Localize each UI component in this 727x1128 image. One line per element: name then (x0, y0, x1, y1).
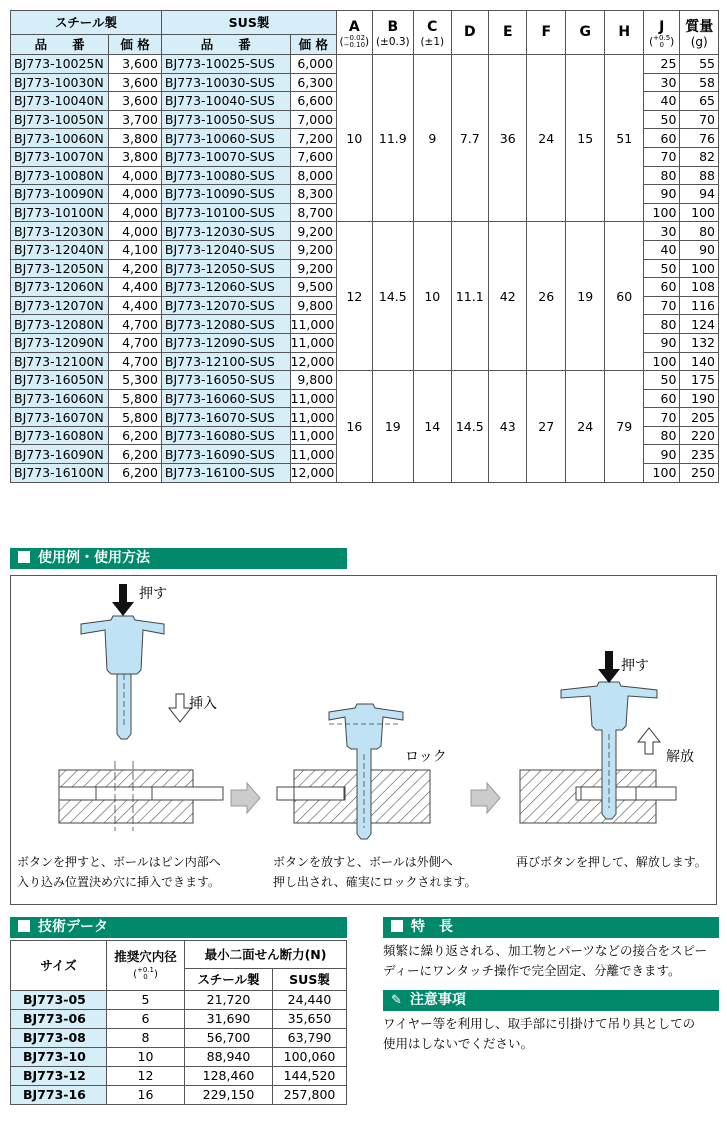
j-value: 70 (643, 296, 679, 315)
dim-value: 14.5 (451, 371, 488, 483)
tech-hole: 16 (107, 1086, 185, 1105)
steel-price: 3,700 (109, 110, 162, 129)
j-value: 30 (643, 73, 679, 92)
steel-part-no: BJ773-16070N (11, 408, 109, 427)
sus-price: 12,000 (290, 464, 337, 483)
weight-value: 70 (680, 110, 719, 129)
spec-table-body (11, 55, 719, 483)
weight-value: 65 (680, 92, 719, 111)
weight-value: 100 (680, 203, 719, 222)
tech-sus-shear: 144,520 (273, 1067, 347, 1086)
steel-price: 4,700 (109, 315, 162, 334)
tech-sus-shear: 35,650 (273, 1010, 347, 1029)
sus-price: 11,000 (290, 315, 337, 334)
sus-price: 8,700 (290, 203, 337, 222)
dim-value: 19 (565, 222, 605, 371)
steel-part-no: BJ773-12030N (11, 222, 109, 241)
sus-part-no: BJ773-10030-SUS (161, 73, 290, 92)
dim-d-header: D (451, 11, 488, 55)
steel-part-no: BJ773-12080N (11, 315, 109, 334)
tech-hole: 12 (107, 1067, 185, 1086)
steel-price: 3,600 (109, 55, 162, 74)
steel-part-no: BJ773-10090N (11, 185, 109, 204)
tech-row (11, 1067, 347, 1086)
step3-workpiece (520, 770, 676, 823)
dim-value: 11.9 (372, 55, 414, 222)
tech-sus-header: SUS製 (273, 969, 347, 991)
sus-price: 9,800 (290, 371, 337, 390)
sus-part-no: BJ773-10100-SUS (161, 203, 290, 222)
sus-price: 9,800 (290, 296, 337, 315)
sus-price: 12,000 (290, 352, 337, 371)
dim-value: 42 (489, 222, 527, 371)
j-value: 40 (643, 240, 679, 259)
tech-row (11, 1010, 347, 1029)
sus-part-no: BJ773-10025-SUS (161, 55, 290, 74)
steel-part-no: BJ773-10030N (11, 73, 109, 92)
steel-part-no: BJ773-12050N (11, 259, 109, 278)
sus-part-no: BJ773-12040-SUS (161, 240, 290, 259)
arrow-right-icon (231, 783, 260, 813)
j-value: 70 (643, 147, 679, 166)
weight-value: 108 (680, 278, 719, 297)
tech-hole: 5 (107, 991, 185, 1010)
j-value: 100 (643, 352, 679, 371)
tech-section-bar (10, 917, 347, 938)
steel-price: 6,200 (109, 426, 162, 445)
j-value: 40 (643, 92, 679, 111)
tech-steel-shear: 229,150 (185, 1086, 273, 1105)
step3-caption: 再びボタンを押して、解放します。 (516, 855, 707, 869)
usage-title: 使用例・使用方法 (38, 550, 150, 566)
weight-value: 55 (680, 55, 719, 74)
step1-caption-line2: 入り込み位置決め穴に挿入できます。 (17, 875, 221, 889)
tech-steel-header: スチール製 (185, 969, 273, 991)
spec-row (11, 222, 719, 241)
steel-price: 4,400 (109, 296, 162, 315)
step2-caption-line1: ボタンを放すと、ボールは外側へ (273, 855, 453, 869)
weight-value: 250 (680, 464, 719, 483)
section-square-icon (18, 551, 30, 563)
dim-value: 19 (372, 371, 414, 483)
j-value: 100 (643, 464, 679, 483)
sus-price: 8,300 (290, 185, 337, 204)
tech-hole: 10 (107, 1048, 185, 1067)
tech-steel-shear: 21,720 (185, 991, 273, 1010)
steel-price: 3,800 (109, 147, 162, 166)
j-value: 90 (643, 185, 679, 204)
weight-value: 235 (680, 445, 719, 464)
insert-arrow-icon (169, 694, 191, 722)
j-value: 100 (643, 203, 679, 222)
dim-value: 51 (605, 55, 643, 222)
steel-part-no: BJ773-10050N (11, 110, 109, 129)
j-value: 60 (643, 129, 679, 148)
arrow-right-icon-2 (471, 783, 500, 813)
j-value: 60 (643, 389, 679, 408)
dim-value: 14.5 (372, 222, 414, 371)
sus-part-no: BJ773-10060-SUS (161, 129, 290, 148)
tech-row (11, 991, 347, 1010)
sus-part-no: BJ773-16100-SUS (161, 464, 290, 483)
sus-part-no: BJ773-10090-SUS (161, 185, 290, 204)
features-line1: 頻繁に繰り返される、加工物とパーツなどの接合をスピー (383, 943, 708, 958)
caution-line1: ワイヤー等を利用し、取手部に引掛けて吊り具としての (383, 1016, 696, 1031)
weight-value: 220 (680, 426, 719, 445)
sus-price: 8,000 (290, 166, 337, 185)
steel-part-no: BJ773-16090N (11, 445, 109, 464)
sus-part-no: BJ773-16050-SUS (161, 371, 290, 390)
dim-value: 16 (337, 371, 372, 483)
dim-value: 11.1 (451, 222, 488, 371)
dim-value: 9 (414, 55, 451, 222)
steel-price: 4,100 (109, 240, 162, 259)
step1-pin-icon (81, 616, 164, 739)
tech-sus-shear: 257,800 (273, 1086, 347, 1105)
features-title: 特 長 (411, 919, 453, 935)
sus-price: 7,200 (290, 129, 337, 148)
caution-pencil-icon: ✎ (391, 993, 402, 1008)
weight-value: 88 (680, 166, 719, 185)
step1-push-arrow-icon (112, 584, 134, 616)
sus-part-no: BJ773-12070-SUS (161, 296, 290, 315)
steel-part-no: BJ773-12060N (11, 278, 109, 297)
lock-label: ロック (405, 749, 447, 765)
spec-table (10, 10, 719, 483)
sus-price: 11,000 (290, 408, 337, 427)
insert-label: 挿入 (189, 696, 217, 712)
dim-b-header: B (±0.3) (372, 11, 414, 55)
weight-value: 124 (680, 315, 719, 334)
steel-price: 4,400 (109, 278, 162, 297)
push-label: 押す (139, 586, 167, 602)
tech-size: BJ773-10 (11, 1048, 107, 1067)
j-value: 50 (643, 371, 679, 390)
weight-value: 82 (680, 147, 719, 166)
tech-size: BJ773-16 (11, 1086, 107, 1105)
steel-price: 4,000 (109, 203, 162, 222)
tech-size: BJ773-05 (11, 991, 107, 1010)
tech-steel-shear: 56,700 (185, 1029, 273, 1048)
sus-price: 9,500 (290, 278, 337, 297)
tech-row (11, 1086, 347, 1105)
step1-workpiece (59, 761, 223, 831)
dim-value: 79 (605, 371, 643, 483)
sus-part-no: BJ773-10040-SUS (161, 92, 290, 111)
weight-value: 132 (680, 333, 719, 352)
steel-price: 4,200 (109, 259, 162, 278)
weight-value: 116 (680, 296, 719, 315)
step3-push-arrow-icon (598, 651, 620, 683)
sus-part-no: BJ773-12050-SUS (161, 259, 290, 278)
steel-price: 5,800 (109, 408, 162, 427)
steel-price: 4,700 (109, 333, 162, 352)
weight-value: 205 (680, 408, 719, 427)
tech-steel-shear: 128,460 (185, 1067, 273, 1086)
tech-title: 技術データ (38, 919, 108, 935)
caution-line2: 使用はしないでください。 (383, 1036, 534, 1051)
sus-price: 7,000 (290, 110, 337, 129)
steel-price: 5,300 (109, 371, 162, 390)
sus-part-no: BJ773-12090-SUS (161, 333, 290, 352)
tech-sus-shear: 100,060 (273, 1048, 347, 1067)
steel-part-no: BJ773-16050N (11, 371, 109, 390)
tech-table-body (11, 991, 347, 1105)
dim-value: 26 (527, 222, 565, 371)
steel-part-no: BJ773-10060N (11, 129, 109, 148)
sus-price: 6,300 (290, 73, 337, 92)
j-value: 80 (643, 315, 679, 334)
dim-value: 24 (527, 55, 565, 222)
step2-caption-line2: 押し出され、確実にロックされます。 (273, 875, 477, 889)
j-value: 50 (643, 110, 679, 129)
tech-size-header: サイズ (11, 941, 107, 991)
dim-value: 15 (565, 55, 605, 222)
steel-part-no: BJ773-12070N (11, 296, 109, 315)
steel-part-no: BJ773-10025N (11, 55, 109, 74)
sus-part-no: BJ773-12100-SUS (161, 352, 290, 371)
dim-value: 10 (414, 222, 451, 371)
weight-header: 質量 (g) (680, 11, 719, 55)
tech-row (11, 1029, 347, 1048)
spec-row (11, 371, 719, 390)
tech-size: BJ773-06 (11, 1010, 107, 1029)
spec-row (11, 55, 719, 74)
steel-part-no: BJ773-16080N (11, 426, 109, 445)
dim-value: 7.7 (451, 55, 488, 222)
j-value: 30 (643, 222, 679, 241)
dim-value: 14 (414, 371, 451, 483)
weight-value: 190 (680, 389, 719, 408)
j-value: 60 (643, 278, 679, 297)
sus-part-no: BJ773-10050-SUS (161, 110, 290, 129)
usage-section-bar (10, 548, 347, 569)
sus-price-header: 価 格 (290, 35, 337, 55)
steel-header: スチール製 (11, 11, 162, 35)
j-value: 80 (643, 426, 679, 445)
features-section-bar (383, 917, 719, 938)
tech-steel-shear: 31,690 (185, 1010, 273, 1029)
tech-table (10, 940, 347, 1105)
steel-part-no: BJ773-16100N (11, 464, 109, 483)
tech-size: BJ773-12 (11, 1067, 107, 1086)
dim-value: 10 (337, 55, 372, 222)
features-text (383, 941, 719, 981)
steel-part-no: BJ773-10070N (11, 147, 109, 166)
section-square-icon-2 (18, 920, 30, 932)
steel-price: 6,200 (109, 464, 162, 483)
tech-shear-header: 最小二面せん断力(N) (185, 941, 347, 969)
push-label-2: 押す (621, 658, 649, 674)
steel-price: 3,600 (109, 92, 162, 111)
steel-part-no-header: 品 番 (11, 35, 109, 55)
tech-steel-shear: 88,940 (185, 1048, 273, 1067)
j-value: 90 (643, 333, 679, 352)
dim-value: 36 (489, 55, 527, 222)
weight-value: 140 (680, 352, 719, 371)
sus-part-no: BJ773-10070-SUS (161, 147, 290, 166)
j-value: 70 (643, 408, 679, 427)
caution-text (383, 1014, 719, 1054)
sus-price: 11,000 (290, 333, 337, 352)
weight-value: 76 (680, 129, 719, 148)
steel-price: 4,000 (109, 185, 162, 204)
dim-g-header: G (565, 11, 605, 55)
dim-value: 24 (565, 371, 605, 483)
weight-value: 80 (680, 222, 719, 241)
steel-part-no: BJ773-12090N (11, 333, 109, 352)
caution-section-bar (383, 990, 719, 1011)
steel-part-no: BJ773-12100N (11, 352, 109, 371)
dim-h-header: H (605, 11, 643, 55)
sus-price: 9,200 (290, 222, 337, 241)
sus-part-no: BJ773-16090-SUS (161, 445, 290, 464)
release-label: 解放 (666, 749, 694, 765)
sus-price: 7,600 (290, 147, 337, 166)
dim-e-header: E (489, 11, 527, 55)
weight-value: 90 (680, 240, 719, 259)
sus-price: 9,200 (290, 240, 337, 259)
steel-price: 5,800 (109, 389, 162, 408)
dim-f-header: F (527, 11, 565, 55)
steel-part-no: BJ773-10040N (11, 92, 109, 111)
j-value: 25 (643, 55, 679, 74)
steel-price: 3,800 (109, 129, 162, 148)
dim-j-header: J (+0.5 0 ) (643, 11, 679, 55)
steel-part-no: BJ773-10080N (11, 166, 109, 185)
sus-price: 11,000 (290, 445, 337, 464)
sus-price: 11,000 (290, 389, 337, 408)
steel-price: 6,200 (109, 445, 162, 464)
sus-part-no: BJ773-12080-SUS (161, 315, 290, 334)
tech-sus-shear: 24,440 (273, 991, 347, 1010)
tech-sus-shear: 63,790 (273, 1029, 347, 1048)
dim-value: 27 (527, 371, 565, 483)
section-square-icon-3 (391, 920, 403, 932)
usage-diagram-box (10, 575, 717, 905)
dim-value: 60 (605, 222, 643, 371)
j-value: 90 (643, 445, 679, 464)
steel-part-no: BJ773-10100N (11, 203, 109, 222)
weight-value: 100 (680, 259, 719, 278)
tech-size: BJ773-08 (11, 1029, 107, 1048)
weight-value: 175 (680, 371, 719, 390)
weight-value: 58 (680, 73, 719, 92)
dim-c-header: C (±1) (414, 11, 451, 55)
sus-part-no: BJ773-10080-SUS (161, 166, 290, 185)
step2-workpiece (277, 770, 430, 823)
sus-price: 6,600 (290, 92, 337, 111)
sus-price: 9,200 (290, 259, 337, 278)
sus-part-no-header: 品 番 (161, 35, 290, 55)
j-value: 50 (643, 259, 679, 278)
steel-part-no: BJ773-12040N (11, 240, 109, 259)
dim-value: 43 (489, 371, 527, 483)
dim-a-header: A (−0.02 −0.10) (337, 11, 372, 55)
sus-part-no: BJ773-16060-SUS (161, 389, 290, 408)
steel-price: 4,000 (109, 222, 162, 241)
sus-part-no: BJ773-16070-SUS (161, 408, 290, 427)
sus-header: SUS製 (161, 11, 336, 35)
step1-caption-line1: ボタンを押すと、ボールはピン内部へ (17, 855, 221, 869)
tech-hole: 8 (107, 1029, 185, 1048)
sus-part-no: BJ773-12030-SUS (161, 222, 290, 241)
steel-part-no: BJ773-16060N (11, 389, 109, 408)
weight-value: 94 (680, 185, 719, 204)
steel-price: 4,700 (109, 352, 162, 371)
j-value: 80 (643, 166, 679, 185)
dim-value: 12 (337, 222, 372, 371)
usage-diagram (11, 576, 718, 906)
steel-price-header: 価 格 (109, 35, 162, 55)
sus-price: 6,000 (290, 55, 337, 74)
steel-price: 4,000 (109, 166, 162, 185)
tech-hole-header: 推奨穴内径 (+0.1 0 ) (107, 941, 185, 991)
caution-title: 注意事項 (409, 992, 466, 1008)
sus-part-no: BJ773-12060-SUS (161, 278, 290, 297)
tech-row (11, 1048, 347, 1067)
steel-price: 3,600 (109, 73, 162, 92)
tech-hole: 6 (107, 1010, 185, 1029)
release-arrow-icon (638, 728, 660, 754)
sus-price: 11,000 (290, 426, 337, 445)
features-line2: ディーにワンタッチ操作で完全固定、分離できます。 (383, 963, 681, 978)
sus-part-no: BJ773-16080-SUS (161, 426, 290, 445)
